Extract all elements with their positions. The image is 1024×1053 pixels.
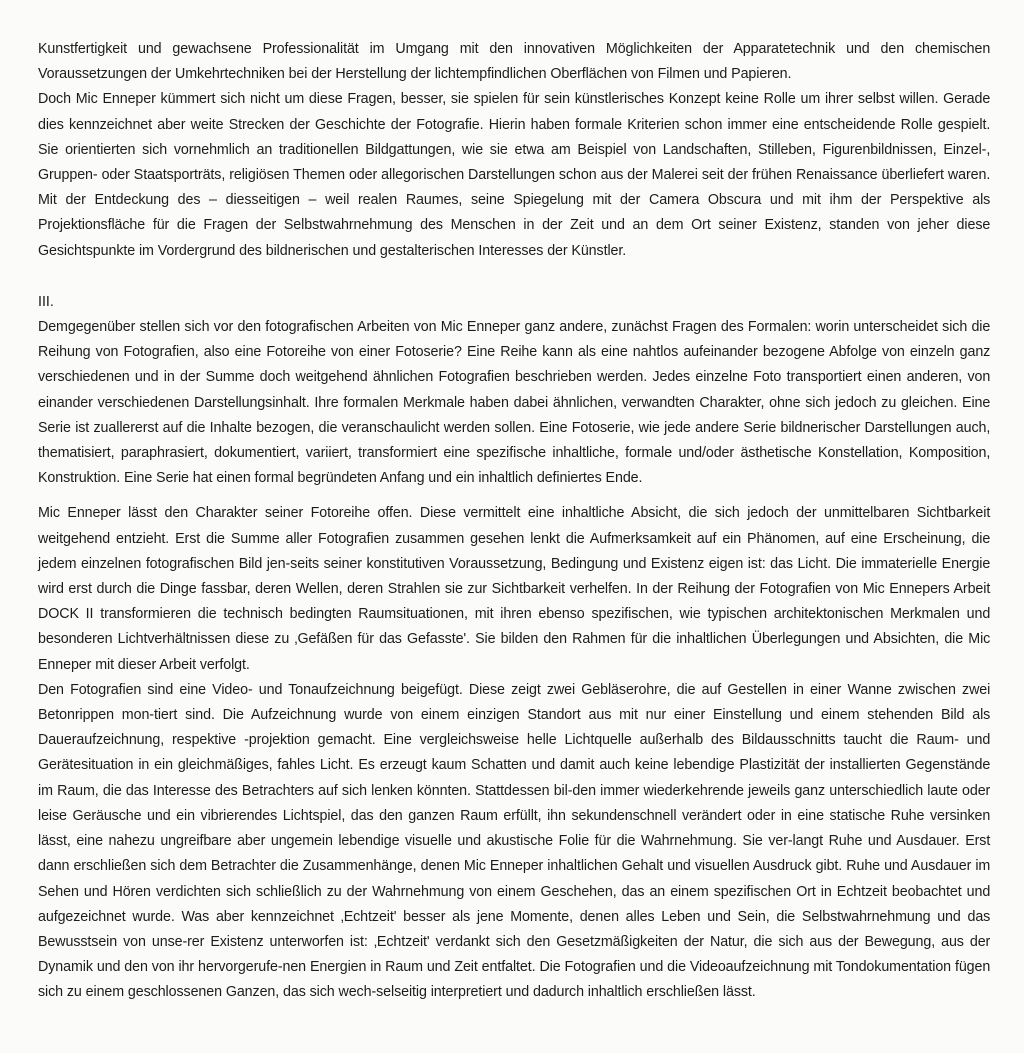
paragraph-spacer (38, 263, 990, 289)
paragraph-history-of-photography: Doch Mic Enneper kümmert sich nicht um diese Fragen, besser, sie spielen für sein künstlerisches Konzept keine Rolle um ihrer selbst willen. Gerade dies kennzeichnet aber weite Strecken der Geschichte der Fotografie. Hierin haben formale Kriterien schon immer eine entscheidende Rolle gespielt. Sie orientierten sich vornehmlich an traditionellen Bildgattungen, wie sie etwa am Beispiel von Landschaften, Stilleben, Figurenbildnissen, Einzel-, Gruppen- oder Staatsporträts, religiösen Themen oder allegorischen Darstellungen schon aus der Malerei seit der frühen Renaissance überliefert waren. Mit der Entdeckung des – diesseitigen – weil realen Raumes, seine Spiegelung mit der Camera Obscura und mit ihm der Perspektive als Projektionsfläche für die Fragen der Selbstwahrnehmung des Menschen in der Zeit und an dem Ort seiner Existenz, standen von jeher diese Gesichtspunkte im Vordergrund des bildnerischen und gestalterischen Interesses der Künstler. (38, 90, 991, 259)
paragraph-video-recording: Den Fotografien sind eine Video- und Tonaufzeichnung beigefügt. Diese zeigt zwei Gebläserohre, die auf Gestellen in einer Wanne zwischen zwei Betonrippen mon-tiert sind. Die Aufzeichnung wurde von einem einzigen Standort aus mit nur einer Einstellung und einem stehenden Bild als Daueraufzeichnung, respektive -projektion gemacht. Eine vergleichsweise helle Lichtquelle außerhalb des Bildausschnitts taucht die Raum- und Gerätesituation in ein gleichmäßiges, fahles Licht. Es erzeugt kaum Schatten und damit auch keine lebendige Plastizität der installierten Gegenstände im Raum, die das Interesse des Betrachters auf sich lenken könnten. Stattdessen bil-den immer wiederkehrende jeweils ganz unterschiedlich laute oder leise Geräusche und ein vibrierendes Lichtspiel, das den ganzen Raum erfüllt, ihn sekundenschnell verändert oder in eine statische Ruhe versinken lässt, eine nahezu ungreifbare aber ungemein lebendige visuelle und akustische Folie für die Wahrnehmung. Sie ver-langt Ruhe und Ausdauer. Erst dann erschließen sich dem Betrachter die Zusammenhänge, denen Mic Enneper inhaltlichen Gehalt und visuellen Ausdruck gibt. Ruhe und Ausdauer im Sehen und Hören verdichten sich schließlich zu der Wahrnehmung von einem Geschehen, das an einem spezifischen Ort in Echtzeit beobachtet und aufgezeichnet wurde. Was aber kennzeichnet ‚Echtzeit' besser als jene Momente, denen alles Leben und Sein, die Selbstwahrnehmung und das Bewusstsein von unse-rer Existenz unterworfen ist: ‚Echtzeit' verdankt sich den Gesetzmäßigkeiten der Natur, die sich aus der Bewegung, aus der Dynamik und den von ihr hervorgerufe-nen Energien in Raum und Zeit entfaltet. Die Fotografien und die Videoaufzeichnung mit Tondokumentation fügen sich zu einem geschlossenen Ganzen, das sich wech-selseitig interpretiert und dadurch inhaltlich erschließen lässt. (38, 680, 991, 1001)
paragraph-spacer (38, 490, 990, 500)
section-heading: III. (38, 292, 54, 310)
paragraph-intro-continuation: Kunstfertigkeit und gewachsene Professionalität im Umgang mit den innovativen Möglichkeiten der Apparatetechnik und den chemischen Voraussetzungen der Umkehrtechniken bei der Herstellung der lichtempfindlichen Oberflächen von Filmen und Papieren. (38, 40, 991, 83)
paragraph-photo-row-light: Mic Enneper lässt den Charakter seiner Fotoreihe offen. Diese vermittelt eine inhaltliche Absicht, die sich jedoch der unmittelbaren Sichtbarkeit weitgehend entzieht. Erst die Summe aller Fotografien zusammen gesehen lenkt die Aufmerksamkeit auf ein Phänomen, auf eine Erscheinung, die jedem einzelnen fotografischen Bild jen-seits seiner konstitutiven Voraussetzung, Bedingung und Existenz eigen ist: das Licht. Die immaterielle Energie wird erst durch die Dinge fassbar, deren Wellen, deren Strahlen sie zur Sichtbarkeit verhelfen. In der Reihung der Fotografien von Mic Ennepers Arbeit DOCK II transformieren die technisch bedingten Raumsituationen, mit ihren ebenso spezifischen, wie typischen architektonischen Merkmalen und besonderen Lichtverhältnissen diese zu ‚Gefäßen für das Gefasste'. Sie bilden den Rahmen für die inhaltlichen Überlegungen und Absichten, die Mic Enneper mit dieser Arbeit verfolgt. (38, 504, 991, 673)
paragraph-series-vs-row: Demgegenüber stellen sich vor den fotografischen Arbeiten von Mic Enneper ganz andere, zunächst Fragen des Formalen: worin unterscheidet sich die Reihung von Fotografien, also eine Fotoreihe von einer Fotoserie? Eine Reihe kann als eine nahtlos aufeinander bezogene Abfolge von einzeln ganz verschiedenen und in der Summe doch weitgehend ähnlichen Fotografien beschrieben werden. Jedes einzelne Foto transportiert einen anderen, von einander verschiedenen Darstellungsinhalt. Ihre formalen Merkmale haben dabei ähnlichen, verwandten Charakter, ohne sich jedoch zu gleichen. Eine Serie ist zuallererst auf die Inhalte bezogen, die veranschaulicht werden sollen. Eine Fotoserie, wie jede andere Serie bildnerischer Darstellungen auch, thematisiert, paraphrasiert, dokumentiert, variiert, transformiert eine spezifische inhaltliche, formale und/oder ästhetische Konstellation, Komposition, Konstruktion. Eine Serie hat einen formal begründeten Anfang und ein inhaltlich definiertes Ende. (38, 318, 991, 487)
document-page (38, 36, 990, 1005)
